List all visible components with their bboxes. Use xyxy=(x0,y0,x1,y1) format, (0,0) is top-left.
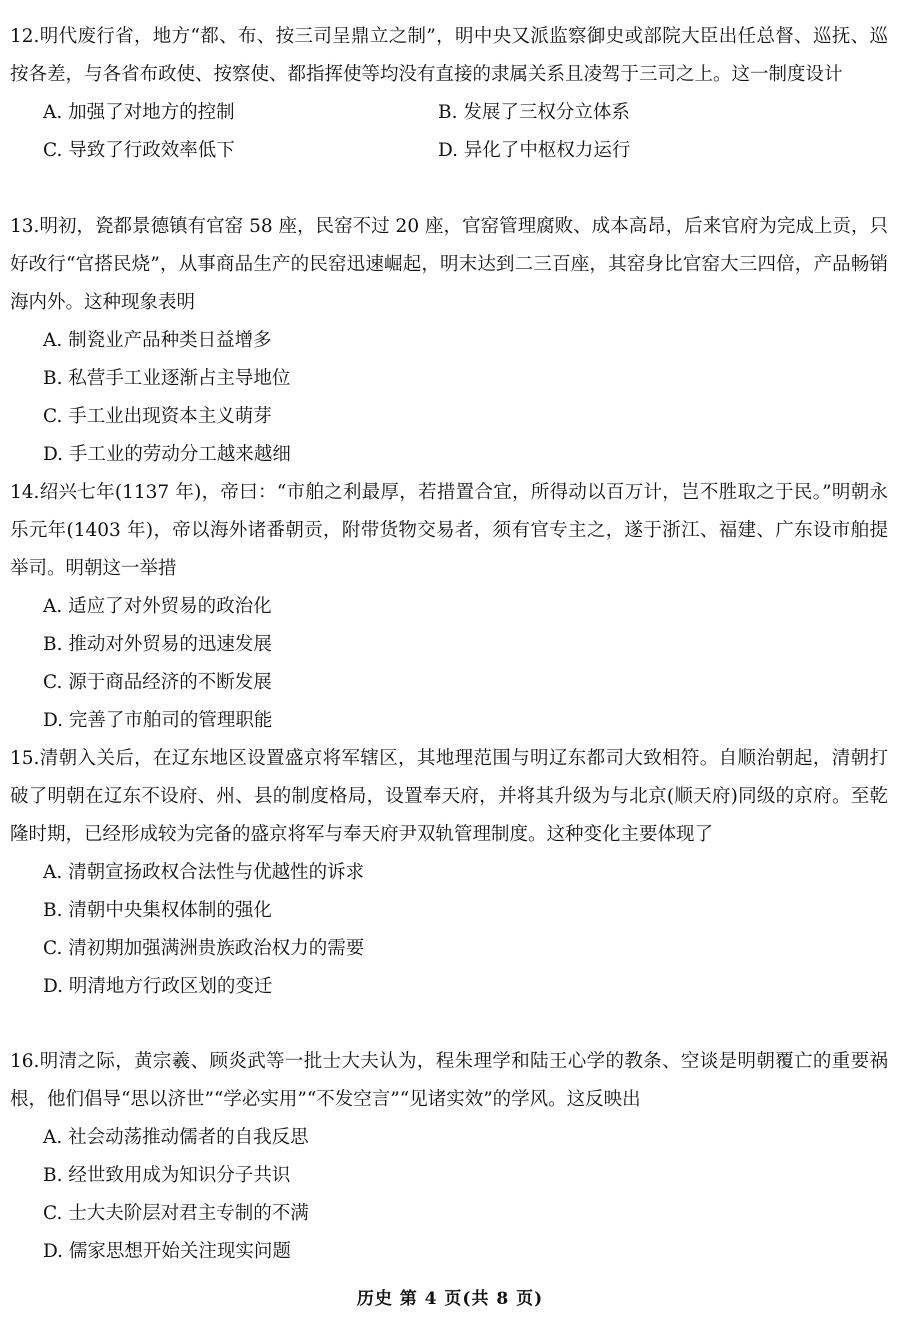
option-b: B. 私营手工业逐渐占主导地位 xyxy=(43,368,291,389)
question-stem: 14.绍兴七年(1137 年)，帝曰：“市舶之利最厚，若措置合宜，所得动以百万计，岂不胜取之于民。”明朝永乐元年(1403 年)，帝以海外诸番朝贡，附带货物交易者，须有官专主之，遂于浙江、福建、广东设市舶提举司。明朝这一举措 xyxy=(10,482,888,579)
question-12 xyxy=(10,18,888,170)
option-c: C. 士大夫阶层对君主专制的不满 xyxy=(43,1203,309,1224)
option-c: C. 源于商品经济的不断发展 xyxy=(43,672,272,693)
option-c: C. 清初期加强满洲贵族政治权力的需要 xyxy=(43,938,365,959)
option-c: C. 手工业出现资本主义萌芽 xyxy=(43,406,272,427)
option-c: C. 导致了行政效率低下 xyxy=(43,140,235,161)
question-16 xyxy=(10,1043,888,1271)
question-stem: 13.明初，瓷都景德镇有官窑 58 座，民窑不过 20 座，官窑管理腐败、成本高昂，后来官府为完成上贡，只好改行“官搭民烧”，从事商品生产的民窑迅速崛起，明末达到二三百座，其窑身比官窑大三四倍，产品畅销海内外。这种现象表明 xyxy=(10,216,888,313)
page-footer: 历史 第 4 页(共 8 页) xyxy=(356,1289,544,1309)
option-b: B. 清朝中央集权体制的强化 xyxy=(43,900,272,921)
option-d: D. 明清地方行政区划的变迁 xyxy=(43,976,273,997)
question-13 xyxy=(10,208,888,474)
question-stem: 15.清朝入关后，在辽东地区设置盛京将军辖区，其地理范围与明辽东都司大致相符。自顺治朝起，清朝打破了明朝在辽东不设府、州、县的制度格局，设置奉天府，并将其升级为与北京(顺天府)同级的京府。至乾隆时期，已经形成较为完备的盛京将军与奉天府尹双轨管理制度。这种变化主要体现了 xyxy=(10,748,888,845)
option-b: B. 推动对外贸易的迅速发展 xyxy=(43,634,272,655)
options-row xyxy=(10,132,888,170)
question-stem: 16.明清之际，黄宗羲、顾炎武等一批士大夫认为，程朱理学和陆王心学的教条、空谈是明朝覆亡的重要祸根，他们倡导“思以济世”“学必实用”“不发空言”“见诸实效”的学风。这反映出 xyxy=(10,1051,888,1110)
question-15 xyxy=(10,740,888,1006)
option-d: D. 手工业的劳动分工越来越细 xyxy=(43,444,291,465)
option-a: A. 加强了对地方的控制 xyxy=(43,102,235,123)
option-b: B. 发展了三权分立体系 xyxy=(438,102,630,123)
option-b: B. 经世致用成为知识分子共识 xyxy=(43,1165,291,1186)
option-d: D. 异化了中枢权力运行 xyxy=(438,140,631,161)
option-a: A. 清朝宣扬政权合法性与优越性的诉求 xyxy=(43,862,365,883)
option-d: D. 儒家思想开始关注现实问题 xyxy=(43,1241,291,1262)
question-14 xyxy=(10,474,888,740)
option-a: A. 社会动荡推动儒者的自我反思 xyxy=(43,1127,309,1148)
options-row xyxy=(10,94,888,132)
option-a: A. 适应了对外贸易的政治化 xyxy=(43,596,272,617)
option-a: A. 制瓷业产品种类日益增多 xyxy=(43,330,272,351)
option-d: D. 完善了市舶司的管理职能 xyxy=(43,710,273,731)
question-stem: 12.明代废行省，地方“都、布、按三司呈鼎立之制”，明中央又派监察御史或部院大臣出任总督、巡抚、巡按各差，与各省布政使、按察使、都指挥使等均没有直接的隶属关系且凌驾于三司之上。这一制度设计 xyxy=(10,26,888,85)
